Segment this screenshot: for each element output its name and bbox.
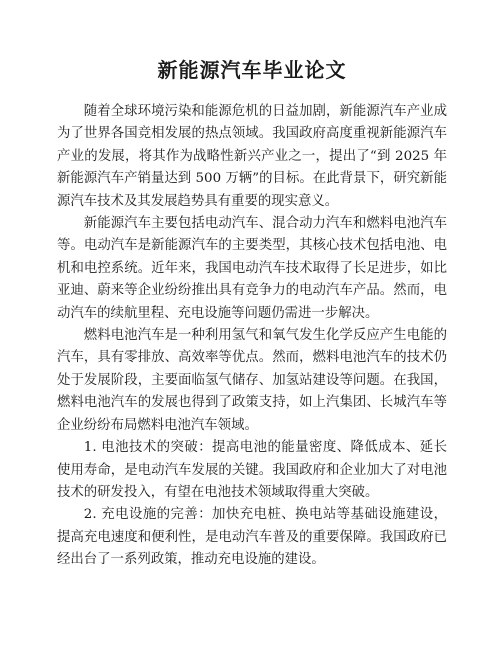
paragraph-battery: 1. 电池技术的突破：提高电池的能量密度、降低成本、延长使用寿命，是电动汽车发展的关键。我国政府和企业加大了对电池技术的研发投入，有望在电池技术领域取得重大突破。 [57,440,447,500]
paragraph-intro: 随着全球环境污染和能源危机的日益加剧，新能源汽车产业成为了世界各国竞相发展的热点领域。我国政府高度重视新能源汽车产业的发展，将其作为战略性新兴产业之一，提出了“到 2025 年新能源汽车产销量达到 500 万辆”的目标。在此背景下，研究新能源汽车技术及其发展趋势具有重要的现实意义。 [57,104,447,209]
paragraph-types: 新能源汽车主要包括电动汽车、混合动力汽车和燃料电池汽车等。电动汽车是新能源汽车的主要类型，其核心技术包括电池、电机和电控系统。近年来，我国电动汽车技术取得了长足进步，如比亚迪、蔚来等企业纷纷推出具有竞争力的电动汽车产品。然而，电动汽车的续航里程、充电设施等问题仍需进一步解决。 [57,216,447,321]
paragraph-charging: 2. 充电设施的完善：加快充电桩、换电站等基础设施建设，提高充电速度和便利性，是电动汽车普及的重要保障。我国政府已经出台了一系列政策，推动充电设施的建设。 [57,507,447,568]
paragraph-fuel-cell: 燃料电池汽车是一种利用氢气和氧气发生化学反应产生电能的汽车，具有零排放、高效率等优点。然而，燃料电池汽车的技术仍处于发展阶段，主要面临氢气储存、加氢站建设等问题。在我国，燃料电池汽车的发展也得到了政策支持，如上汽集团、长城汽车等企业纷纷布局燃料电池汽车领域。 [57,328,447,433]
document-title: 新能源汽车毕业论文 [157,58,347,82]
